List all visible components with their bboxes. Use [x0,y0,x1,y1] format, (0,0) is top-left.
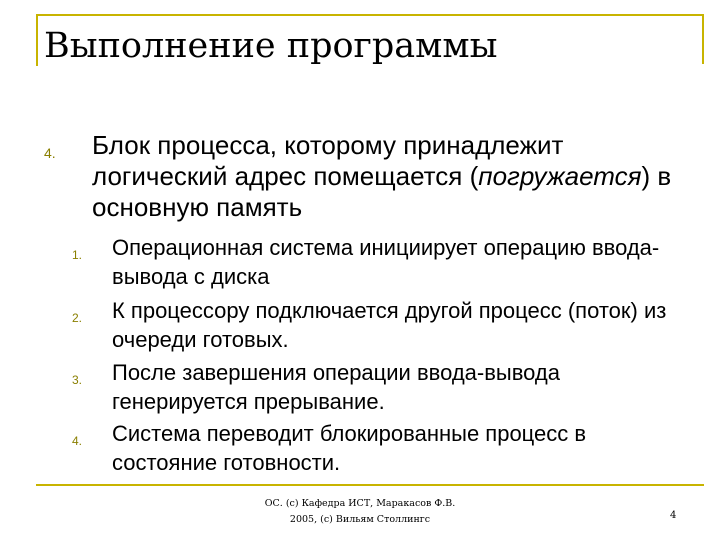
sub-item-number: 4. [72,434,83,448]
slide-title: Выполнение программы [44,26,498,66]
page-number: 4 [670,510,677,521]
frame-bottom-line [36,484,704,486]
main-item-text-before: Блок процесса, которому принадлежит логический адрес помещается ( [92,130,564,191]
main-item-text-after: ) в основную память [92,161,672,222]
main-item-text [92,130,682,223]
footer-line-2: 2005, (с) Вильям Столлингс [289,514,431,525]
footer [240,496,480,528]
frame-left-line [36,14,38,66]
main-item-number: 4. [44,145,56,161]
sub-item-text: Операционная система инициирует операцию ввода-вывода с диска [112,235,660,289]
sub-item-text: К процессору подключается другой процесс (поток) из очереди готовых. [112,298,667,352]
footer-line-1: ОС. (с) Кафедра ИСТ, Маракасов Ф.В. [264,498,456,509]
sub-item-text: После завершения операции ввода-вывода генерируется прерывание. [112,360,561,414]
sub-item-text: Система переводит блокированные процесс в состояние готовности. [112,421,587,475]
frame-right-line [702,14,704,64]
sub-item-number: 3. [72,373,83,387]
main-item-emphasis: погружается [478,161,642,191]
sub-item-number: 1. [72,248,83,262]
frame-top-line [36,14,704,16]
sub-item-number: 2. [72,311,83,325]
